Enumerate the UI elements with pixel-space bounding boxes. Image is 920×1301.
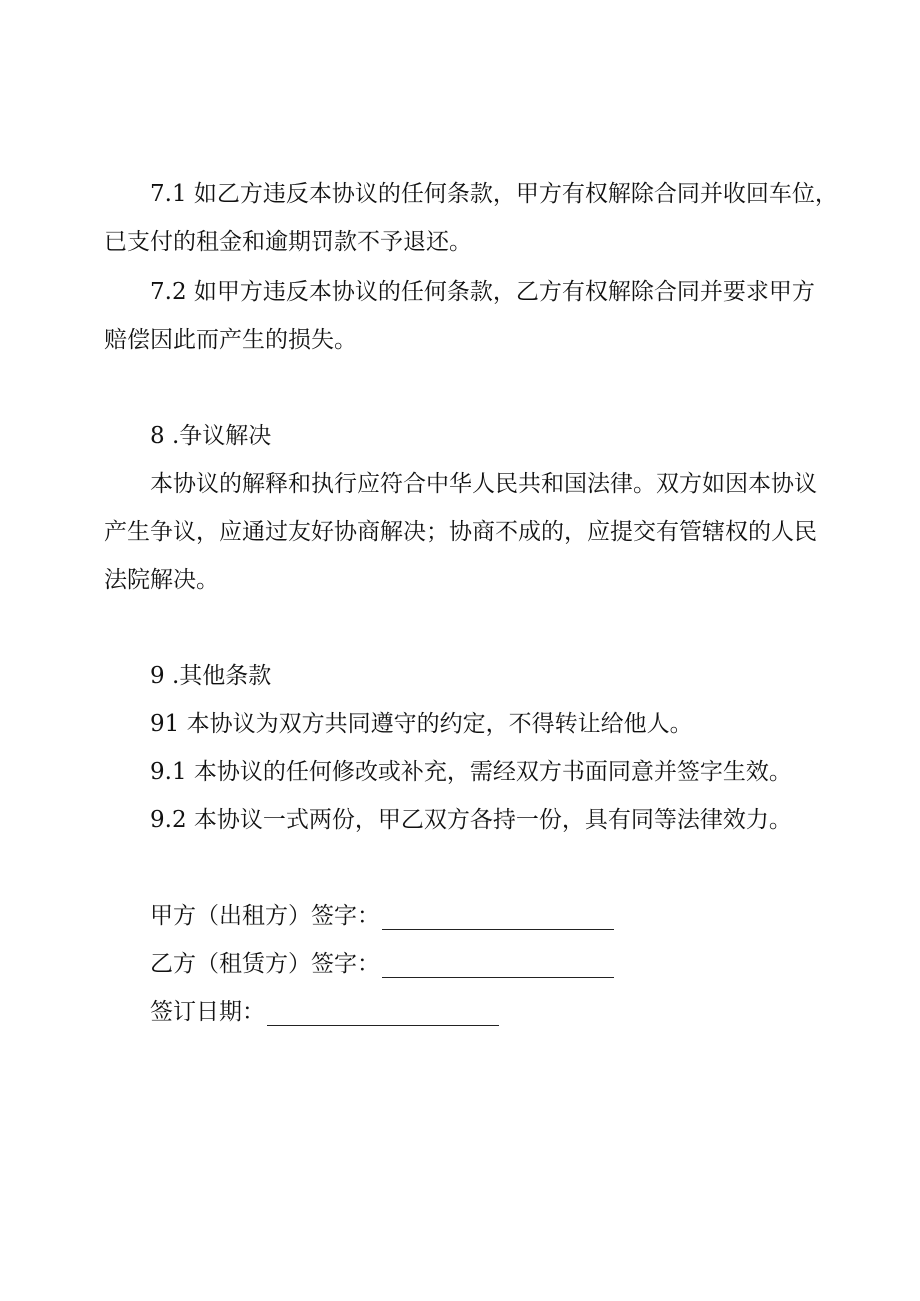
clause-7-1-line-1: 7.1 如乙方违反本协议的任何条款，甲方有权解除合同并收回车位， <box>150 181 838 207</box>
clause-9-2: 9.2 本协议一式两份，甲乙双方各持一份，具有同等法律效力。 <box>150 807 792 833</box>
party-a-signature-field[interactable] <box>382 909 614 930</box>
clause-9-0: 91 本协议为双方共同遵守的约定，不得转让给他人。 <box>150 711 693 737</box>
party-b-signature-field[interactable] <box>382 957 614 978</box>
signing-date-field[interactable] <box>267 1005 499 1026</box>
party-b-signature-label: 乙方（租赁方）签字： <box>150 951 380 977</box>
clause-7-2-line-2: 赔偿因此而产生的损失。 <box>104 327 357 353</box>
section-8-body-line-1: 本协议的解释和执行应符合中华人民共和国法律。双方如因本协议 <box>150 471 817 497</box>
signing-date-label: 签订日期： <box>150 999 265 1025</box>
section-8-heading: 8 .争议解决 <box>150 423 272 449</box>
signing-date-row <box>150 998 499 1026</box>
section-8-body-line-3: 法院解决。 <box>104 567 219 593</box>
party-a-signature-label: 甲方（出租方）签字： <box>150 903 380 929</box>
party-b-signature-row <box>150 950 614 978</box>
party-a-signature-row <box>150 902 614 930</box>
clause-7-1-line-2: 已支付的租金和逾期罚款不予退还。 <box>104 229 472 255</box>
clause-7-2-line-1: 7.2 如甲方违反本协议的任何条款，乙方有权解除合同并要求甲方 <box>150 279 815 305</box>
section-9-heading: 9 .其他条款 <box>150 663 272 689</box>
clause-9-1: 9.1 本协议的任何修改或补充，需经双方书面同意并签字生效。 <box>150 759 792 785</box>
section-8-body-line-2: 产生争议，应通过友好协商解决；协商不成的，应提交有管辖权的人民 <box>104 519 817 545</box>
